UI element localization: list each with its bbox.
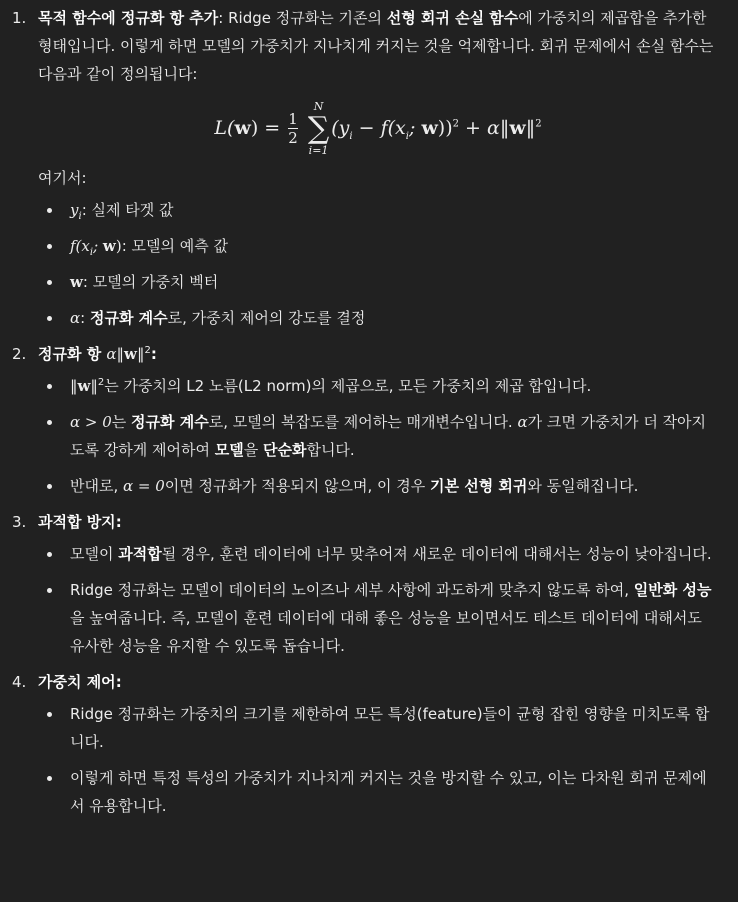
section-4-title: 가중치 제어 <box>38 673 116 691</box>
list-item: w: 모델의 가중치 벡터 <box>38 268 718 296</box>
list-item: α > 0는 정규화 계수로, 모델의 복잡도를 제어하는 매개변수입니다. α가 크면 가중치가 더 작아지도록 강하게 제어하여 모델을 단순화합니다. <box>38 408 718 464</box>
document <box>0 4 738 820</box>
list-item: α: 정규화 계수로, 가중치 제어의 강도를 결정 <box>38 304 718 332</box>
section-2 <box>12 340 718 500</box>
section-2-heading: 정규화 항 α‖w‖$^2$: <box>38 345 157 363</box>
list-item: $y_i$: 실제 타겟 값 <box>38 196 718 224</box>
section-2-list <box>38 372 718 500</box>
fraction: $\frac{1}{2}$ <box>288 110 298 147</box>
section-number: 3. <box>12 513 27 531</box>
section-number: 2. <box>12 345 27 363</box>
definition-list <box>38 196 718 332</box>
loss-formula: $L(w) = \frac{1}{2}$ N ∑ i=1 ($y_i - f(x_i$; w))$^2$ + α‖w‖$^2$ <box>214 100 542 157</box>
section-1 <box>12 4 718 332</box>
section-3-list <box>38 540 718 660</box>
list-item: ‖w‖$^2$는 가중치의 L2 노름(L2 norm)의 제곱으로, 모든 가중치의 제곱 합입니다. <box>38 372 718 400</box>
summation: N ∑ i=1 <box>307 100 330 157</box>
list-item: 이렇게 하면 특정 특성의 가중치가 지나치게 커지는 것을 방지할 수 있고, 이는 다차원 회귀 문제에서 유용합니다. <box>38 764 718 820</box>
section-3-title: 과적합 방지 <box>38 513 116 531</box>
section-number: 4. <box>12 673 27 691</box>
list-item: Ridge 정규화는 모델이 데이터의 노이즈나 세부 사항에 과도하게 맞추지 않도록 하여, 일반화 성능을 높여줍니다. 즉, 모델이 훈련 데이터에 대해 좋은 성능을 보이면서도 테스트 데이터에 대해서도 유사한 성능을 유지할 수 있도록 돕습니다. <box>38 576 718 660</box>
section-2-title: 정규화 항 <box>38 345 107 363</box>
section-number: 1. <box>12 9 27 27</box>
section-1-intro: 목적 함수에 정규화 항 추가: Ridge 정규화는 기존의 선형 회귀 손실 함수에 가중치의 제곱합을 추가한 형태입니다. 이렇게 하면 모델의 가중치가 지나치게 커지는 것을 억제합니다. 회귀 문제에서 손실 함수는 다음과 같이 정의됩니다: <box>38 9 714 83</box>
list-item: $f(x_i$; w): 모델의 예측 값 <box>38 232 718 260</box>
where-label: 여기서: <box>38 169 87 187</box>
section-1-title: 목적 함수에 정규화 항 추가 <box>38 9 219 27</box>
section-4-list <box>38 700 718 820</box>
list-item: 모델이 과적합될 경우, 훈련 데이터에 너무 맞추어져 새로운 데이터에 대해서는 성능이 낮아집니다. <box>38 540 718 568</box>
section-4-heading: 가중치 제어: <box>38 673 122 691</box>
section-3-heading: 과적합 방지: <box>38 513 122 531</box>
list-item: Ridge 정규화는 가중치의 크기를 제한하여 모든 특성(feature)들이 균형 잡힌 영향을 미치도록 합니다. <box>38 700 718 756</box>
section-3 <box>12 508 718 660</box>
list-item: 반대로, α = 0이면 정규화가 적용되지 않으며, 이 경우 기본 선형 회귀와 동일해집니다. <box>38 472 718 500</box>
section-4 <box>12 668 718 820</box>
